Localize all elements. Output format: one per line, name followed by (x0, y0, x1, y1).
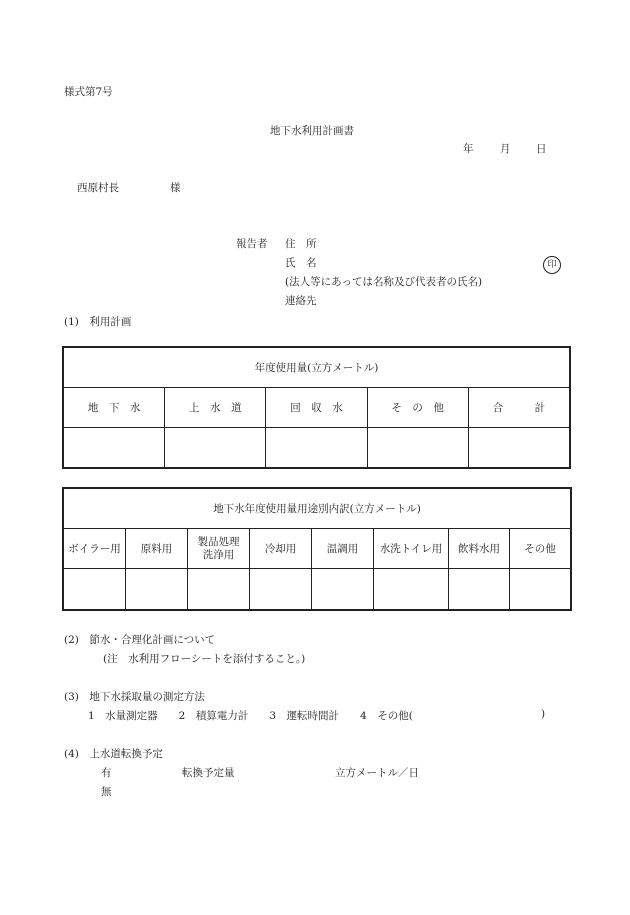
corporate-note: (法人等にあっては名称及び代表者の氏名) (285, 276, 483, 288)
header-groundwater: 地 下 水 (64, 388, 165, 428)
header-raw-material: 原料用 (126, 529, 188, 569)
name-label: 氏 名 (285, 257, 317, 269)
header-total: 合 計 (468, 388, 569, 428)
conversion-yes: 有 (101, 767, 112, 779)
value-boiler[interactable] (64, 569, 126, 610)
section1-heading: (1) 利用計画 (64, 316, 132, 328)
value-flush-toilet[interactable] (374, 569, 449, 610)
value-drinking-water[interactable] (449, 569, 510, 610)
usage-breakdown-table (63, 488, 571, 610)
header-cooling: 冷却用 (250, 529, 312, 569)
header-drinking-water: 飲料水用 (449, 529, 510, 569)
value-groundwater[interactable] (64, 428, 165, 468)
measurement-options: 1 水量測定器 2 積算電力計 3 運転時間計 4 その他( (88, 710, 413, 722)
address-label: 住 所 (285, 238, 317, 250)
measurement-other-close: ) (541, 708, 546, 720)
value-waterworks[interactable] (165, 428, 266, 468)
date-day-label: 日 (536, 143, 547, 155)
section2-note: (注 水利用フローシートを添付すること。) (103, 653, 306, 665)
value-temperature-control[interactable] (312, 569, 374, 610)
document-title: 地下水利用計画書 (270, 125, 354, 137)
value-cooling[interactable] (250, 569, 312, 610)
planned-amount-unit: 立方メートル／日 (335, 767, 419, 779)
addressee-honorific: 様 (170, 182, 181, 194)
value-other[interactable] (367, 428, 468, 468)
value-total[interactable] (468, 428, 569, 468)
header-boiler: ボイラー用 (64, 529, 126, 569)
header-other: そ の 他 (367, 388, 468, 428)
header-waterworks: 上 水 道 (165, 388, 266, 428)
conversion-no: 無 (101, 786, 112, 798)
value-product-washing[interactable] (188, 569, 250, 610)
form-number: 様式第7号 (64, 86, 113, 98)
value-other-use[interactable] (510, 569, 571, 610)
header-other-use: その他 (510, 529, 571, 569)
seal-mark: 印 (543, 256, 561, 274)
section3-heading: (3) 地下水採取量の測定方法 (64, 691, 205, 703)
planned-amount-label: 転換予定量 (182, 767, 235, 779)
header-recovered-water: 回 収 水 (266, 388, 367, 428)
addressee-name: 西原村長 (77, 182, 119, 194)
section2-heading: (2) 節水・合理化計画について (64, 634, 216, 646)
date-month-label: 月 (500, 143, 511, 155)
usage-breakdown-caption: 地下水年度使用量用途別内訳(立方メートル) (64, 489, 571, 529)
value-recovered-water[interactable] (266, 428, 367, 468)
header-flush-toilet: 水洗トイレ用 (374, 529, 449, 569)
reporter-label: 報告者 (236, 238, 268, 250)
date-year-label: 年 (463, 143, 474, 155)
section4-heading: (4) 上水道転換予定 (64, 748, 163, 760)
header-temperature-control: 温調用 (312, 529, 374, 569)
contact-label: 連絡先 (285, 295, 317, 307)
annual-usage-caption: 年度使用量(立方メートル) (64, 348, 570, 388)
annual-usage-table (63, 347, 570, 468)
header-product-washing: 製品処理 洗浄用 (188, 529, 250, 569)
value-raw-material[interactable] (126, 569, 188, 610)
